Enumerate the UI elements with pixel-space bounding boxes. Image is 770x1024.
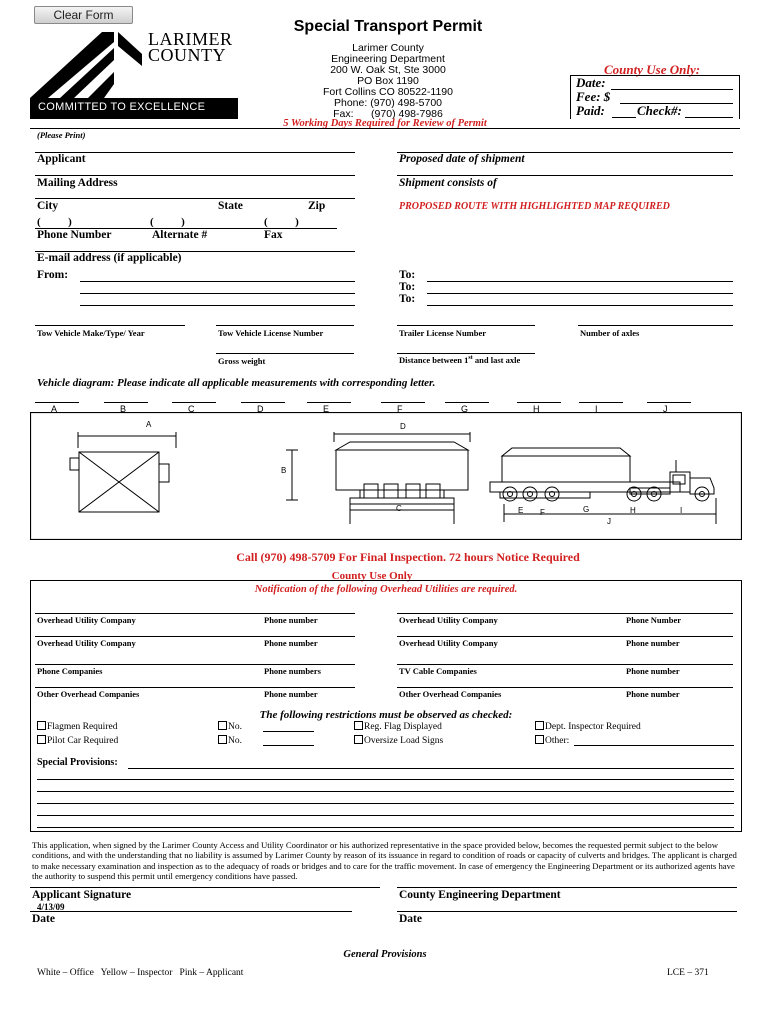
address-line: Fax: (970) 498-7986 — [333, 108, 443, 120]
from-field[interactable] — [80, 281, 355, 282]
utility-phone-left: Phone number — [264, 615, 318, 625]
address-line: PO Box 1190 — [357, 75, 419, 87]
measurement-field-j[interactable] — [647, 402, 691, 403]
measurement-field-a[interactable] — [35, 402, 79, 403]
gross-weight-field[interactable] — [216, 353, 354, 354]
dept-inspector-checkbox[interactable] — [535, 721, 641, 732]
no-field-2[interactable] — [263, 745, 314, 746]
to-field[interactable] — [427, 305, 733, 306]
diagram-mark-c: C — [396, 504, 402, 513]
county-check-label: Check#: — [637, 103, 682, 118]
tow-make-field[interactable] — [35, 325, 185, 326]
general-provisions: General Provisions — [343, 949, 427, 960]
utility-company-right: Other Overhead Companies — [399, 689, 502, 699]
axles-label: Number of axles — [580, 328, 640, 338]
no-checkbox-1[interactable] — [218, 721, 242, 732]
pilot-label: Pilot Car Required — [47, 736, 119, 746]
from-field[interactable] — [80, 293, 355, 294]
address-line: Phone: (970) 498-5700 — [334, 97, 442, 109]
page-title: Special Transport Permit — [293, 18, 483, 35]
review-note: 5 Working Days Required for Review of Permit — [283, 118, 487, 129]
legal-text: This application, when signed by the Larimer County Access and Utility Coordinator or his authorized representative in the space provided below, becomes the requested permit subject to the below conditions, and with the understanding that no liability is assumed by Larimer County by reason of its issuance in regard to condition of roads or capacity of culverts and bridges. The applicant is charged to make necessary examination and inspection as to the adequacy of roads or bridges and to care for the traffic movement. In case of emergency the Engineering Department or its authorized agents have the authority to suspend this permit until emergency conditions have passed. — [32, 840, 737, 881]
axle-distance-label: Distance between 1st and last axle — [399, 355, 521, 365]
measurement-letter: E — [323, 404, 330, 414]
form-number: LCE – 371 — [667, 968, 709, 978]
diagram-mark-d: D — [400, 422, 406, 431]
trailer-license-label: Trailer License Number — [399, 328, 487, 338]
oversize-label: Oversize Load Signs — [364, 736, 444, 746]
from-label: From: — [37, 269, 69, 281]
measurement-letter: C — [188, 404, 195, 414]
vehicle-diagram — [30, 412, 742, 540]
notification-note: Notification of the following Overhead Utilities are required. — [254, 584, 518, 595]
county-paid-label: Paid: — [576, 103, 605, 118]
utility-company-right-field[interactable] — [397, 636, 733, 637]
fax-paren: ( ) — [264, 216, 299, 228]
county-signature-field[interactable] — [397, 887, 737, 888]
measurement-letter: G — [461, 404, 469, 414]
utility-company-left-field[interactable] — [35, 636, 355, 637]
shipment-consists-label: Shipment consists of — [399, 177, 497, 189]
utility-company-right: Overhead Utility Company — [399, 638, 498, 648]
tow-license-field[interactable] — [216, 325, 354, 326]
oversize-checkbox[interactable] — [354, 735, 443, 746]
gross-weight-label: Gross weight — [218, 356, 266, 366]
measurement-letter: A — [51, 404, 58, 414]
measurement-field-g[interactable] — [445, 402, 489, 403]
inspection-note: Call (970) 498-5709 For Final Inspection. 72 hours Notice Required — [236, 550, 580, 564]
measurement-field-d[interactable] — [241, 402, 285, 403]
diagram-mark-a: A — [146, 420, 152, 429]
utility-company-left: Other Overhead Companies — [37, 689, 140, 699]
diagram-instruction: Vehicle diagram: Please indicate all applicable measurements with corresponding letter. — [37, 377, 436, 389]
utility-company-right-field[interactable] — [397, 613, 733, 614]
utility-company-right-field[interactable] — [397, 664, 733, 665]
county-fee-label: Fee: $ — [576, 89, 611, 104]
applicant-label: Applicant — [37, 153, 86, 165]
utility-phone-left: Phone numbers — [264, 666, 321, 676]
no-label: No. — [228, 736, 242, 746]
provisions-line[interactable] — [37, 827, 734, 828]
applicant-signature-field[interactable] — [30, 887, 380, 888]
measurement-field-b[interactable] — [104, 402, 148, 403]
utility-company-right-field[interactable] — [397, 687, 733, 688]
paid-line[interactable] — [612, 117, 636, 118]
city-label: City — [37, 200, 59, 212]
address-line: 200 W. Oak St, Ste 3000 — [330, 64, 446, 76]
email-label: E-mail address (if applicable) — [37, 252, 182, 264]
utility-phone-right: Phone Number — [626, 615, 682, 625]
to-label: To: — [399, 269, 416, 281]
city-field[interactable] — [35, 198, 355, 199]
utility-company-right: Overhead Utility Company — [399, 615, 498, 625]
pilot-checkbox[interactable] — [37, 735, 118, 746]
utility-company-left-field[interactable] — [35, 613, 355, 614]
measurement-letter: I — [595, 404, 598, 414]
restrictions-heading: The following restrictions must be observed as checked: — [259, 709, 513, 721]
fax-label: Fax — [264, 229, 283, 241]
provisions-line[interactable] — [37, 791, 734, 792]
to-field[interactable] — [427, 293, 733, 294]
reg-flag-label: Reg. Flag Displayed — [364, 722, 442, 732]
measurement-field-c[interactable] — [172, 402, 216, 403]
flagmen-label: Flagmen Required — [47, 722, 118, 732]
utility-phone-left: Phone number — [264, 638, 318, 648]
to-field[interactable] — [427, 281, 733, 282]
revision-date: 4/13/09 — [37, 902, 65, 912]
axle-distance-field[interactable] — [397, 353, 535, 354]
diagram-mark-e: E — [518, 506, 524, 515]
county-engineering-label: County Engineering Department — [399, 889, 561, 901]
diagram-mark-b: B — [281, 466, 287, 475]
phone-label: Phone Number — [37, 229, 112, 241]
logo-line-1: LARIMER — [148, 29, 233, 49]
no-checkbox-2[interactable] — [218, 735, 242, 746]
measurement-field-f[interactable] — [381, 402, 425, 403]
county-date-field[interactable] — [397, 911, 737, 912]
provisions-line[interactable] — [37, 815, 734, 816]
dept-inspector-label: Dept. Inspector Required — [545, 722, 641, 732]
utility-phone-left: Phone number — [264, 689, 318, 699]
utility-phone-right: Phone number — [626, 689, 680, 699]
measurement-field-h[interactable] — [517, 402, 561, 403]
measurement-field-i[interactable] — [579, 402, 623, 403]
mailing-field[interactable] — [35, 175, 355, 176]
reg-flag-checkbox[interactable] — [354, 721, 442, 732]
provisions-line[interactable] — [37, 803, 734, 804]
utility-company-left: Overhead Utility Company — [37, 638, 136, 648]
no-label: No. — [228, 722, 242, 732]
measurement-letter: F — [397, 404, 403, 414]
address-line: Larimer County — [352, 42, 424, 54]
address-line: Engineering Department — [331, 53, 445, 65]
utility-phone-right: Phone number — [626, 666, 680, 676]
other-checkbox[interactable] — [535, 735, 569, 746]
utility-company-right: TV Cable Companies — [399, 666, 477, 676]
check-line[interactable] — [685, 117, 733, 118]
utility-company-left-field[interactable] — [35, 664, 355, 665]
utility-company-left: Overhead Utility Company — [37, 615, 136, 625]
date-label-left: Date — [32, 913, 55, 925]
diagram-mark-i: I — [680, 506, 683, 515]
measurement-letter: H — [533, 404, 540, 414]
from-field[interactable] — [80, 305, 355, 306]
other-label: Other: — [545, 736, 570, 746]
utility-company-left: Phone Companies — [37, 666, 103, 676]
axles-field[interactable] — [578, 325, 733, 326]
applicant-signature-label: Applicant Signature — [32, 889, 132, 901]
copy-distribution: White – Office Yellow – Inspector Pink – Applicant — [37, 968, 244, 978]
phone-paren: ( ) — [37, 216, 72, 228]
address-line: Fort Collins CO 80522-1190 — [323, 86, 453, 98]
utility-company-left-field[interactable] — [35, 687, 355, 688]
diagram-mark-j: J — [607, 517, 611, 526]
no-field-1[interactable] — [263, 731, 314, 732]
applicant-date-field[interactable] — [30, 911, 352, 912]
county-use-only-heading: County Use Only — [331, 570, 413, 582]
shipment-field[interactable] — [397, 175, 733, 176]
cargo-box-side — [70, 432, 176, 512]
measurement-field-e[interactable] — [307, 402, 351, 403]
front-view-vehicle — [286, 432, 470, 524]
date-line[interactable] — [611, 89, 733, 90]
to-label: To: — [399, 293, 416, 305]
diagram-mark-f: F — [540, 508, 545, 517]
flagmen-checkbox[interactable] — [37, 721, 117, 732]
measurement-letter: D — [257, 404, 264, 414]
clear-form-button[interactable]: Clear Form — [34, 6, 133, 24]
zip-label: Zip — [308, 200, 326, 212]
provisions-line[interactable] — [128, 768, 734, 769]
provisions-line[interactable] — [37, 779, 734, 780]
county-date-label: Date: — [576, 75, 606, 90]
logo-line-2: COUNTY — [148, 45, 226, 65]
date-label-right: Date — [399, 913, 422, 925]
measurement-letter: B — [120, 404, 127, 414]
please-print: (Please Print) — [37, 130, 86, 140]
special-provisions-label: Special Provisions: — [37, 757, 118, 768]
diagram-mark-h: H — [630, 506, 636, 515]
county-use-heading: County Use Only: — [604, 62, 701, 77]
tow-license-label: Tow Vehicle License Number — [218, 328, 324, 338]
alternate-label: Alternate # — [152, 229, 208, 241]
utility-phone-right: Phone number — [626, 638, 680, 648]
top-divider — [30, 128, 740, 129]
route-note: PROPOSED ROUTE WITH HIGHLIGHTED MAP REQUIRED — [399, 201, 670, 212]
other-field[interactable] — [574, 745, 734, 746]
tow-make-label: Tow Vehicle Make/Type/ Year — [37, 328, 145, 338]
alternate-paren: ( ) — [150, 216, 185, 228]
mailing-label: Mailing Address — [37, 177, 118, 189]
logo-tagline: COMMITTED TO EXCELLENCE — [38, 101, 206, 113]
trailer-license-field[interactable] — [397, 325, 535, 326]
diagram-mark-g: G — [583, 505, 590, 514]
measurement-letter: J — [663, 404, 668, 414]
state-label: State — [218, 200, 243, 212]
proposed-date-label: Proposed date of shipment — [399, 153, 525, 165]
to-label: To: — [399, 281, 416, 293]
